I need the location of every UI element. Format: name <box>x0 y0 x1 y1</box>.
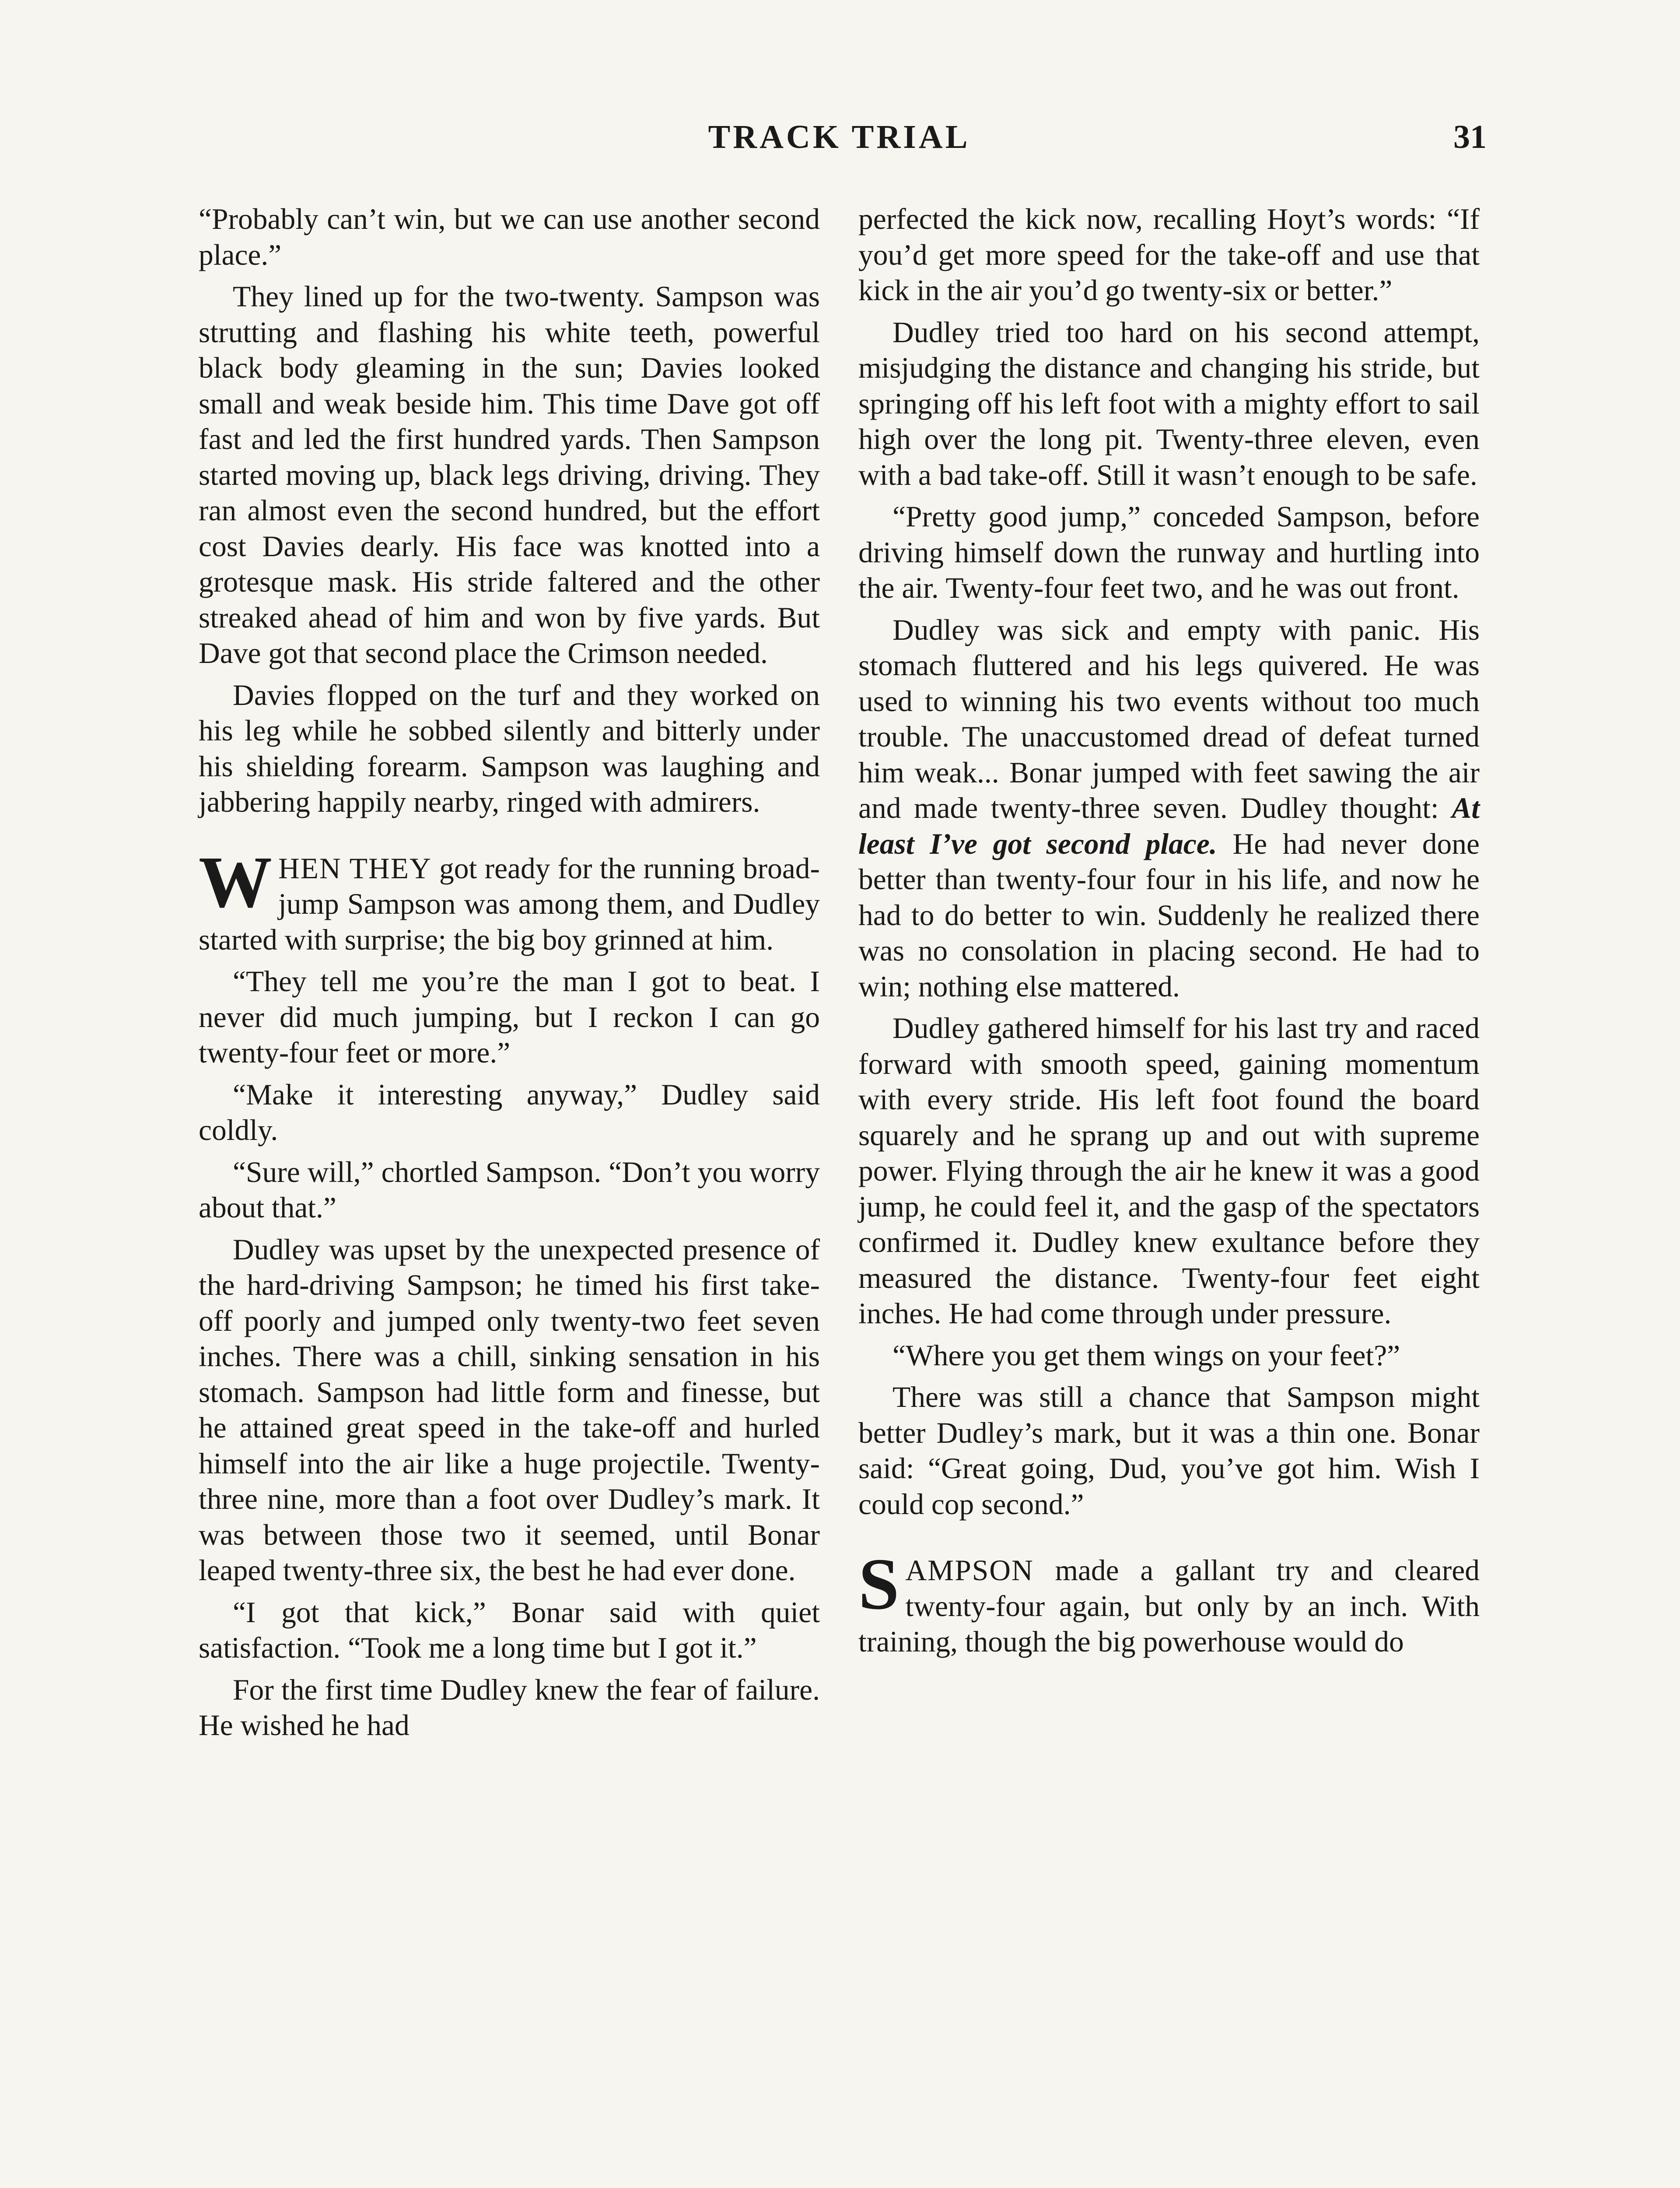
paragraph: “Pretty good jump,” conceded Sampson, before driving himself down the runway and hurtling into the air. Twenty-four feet two, and he was out front. <box>858 500 1480 604</box>
running-head: TRACK TRIAL <box>708 119 970 155</box>
section-opening-paragraph <box>199 841 820 958</box>
paragraph: “Make it interesting anyway,” Dudley said coldly. <box>199 1078 820 1147</box>
paragraph: Dudley was upset by the unexpected presence of the hard-driving Sampson; he timed his first take-off poorly and jumped only twenty-two feet seven inches. There was a chill, sinking sensation in his stomach. Sampson had little form and finesse, but he attained great speed in the take-off and hurled himself into the air like a huge projectile. Twenty-three nine, more than a foot over Dudley’s mark. It was between those two it seemed, until Bonar leaped twenty-three six, the best he had ever done. <box>199 1233 820 1587</box>
paragraph: They lined up for the two-twenty. Sampson was strutting and flashing his white teeth, powerful black body gleaming in the sun; Davies looked small and weak beside him. This time Dave got off fast and led the first hundred yards. Then Sampson started moving up, black legs driving, driving. They ran almost even the second hundred, but the effort cost Davies dearly. His face was knotted into a grotesque mask. His stride faltered and the other streaked ahead of him and won by five yards. But Dave got that second place the Crimson needed. <box>199 280 820 670</box>
paragraph-text: Dudley was sick and empty with panic. His stomach fluttered and his legs quivered. He was used to winning his two events without too much trouble. The unaccustomed dread of defeat turned him weak... Bonar jumped with feet sawing the air and made twenty-three seven. Dudley thought: <box>858 613 1480 824</box>
left-column <box>199 201 820 1750</box>
paragraph <box>858 612 1480 1005</box>
section-opening-paragraph <box>858 1543 1480 1660</box>
lead-in: HEN THEY <box>278 852 432 885</box>
paragraph: Davies flopped on the turf and they worked on his leg while he sobbed silently and bitterly under his shielding forearm. Sampson was laughing and jabbering happily nearby, ringed with admirers. <box>199 678 820 818</box>
paragraph-text: got ready for the running broad-jump Sampson was among them, and Dudley started with surprise; the big boy grinned at him. <box>199 852 820 956</box>
page-number: 31 <box>1453 119 1487 155</box>
paragraph: Dudley gathered himself for his last try and raced forward with smooth speed, gaining momentum with every stride. His left foot found the board squarely and he sprang up and out with supreme power. Flying through the air he knew it was a good jump, he could feel it, and the gasp of the spectators confirmed it. Dudley knew exultance before they measured the distance. Twenty-four feet eight inches. He had come through under pressure. <box>858 1012 1480 1330</box>
paragraph-text: made a gallant try and cleared twenty-four again, but only by an inch. With training, though the big powerhouse would do <box>858 1554 1480 1658</box>
paragraph: “They tell me you’re the man I got to beat. I never did much jumping, but I reckon I can go twenty-four feet or more.” <box>199 965 820 1069</box>
paragraph: There was still a chance that Sampson might better Dudley’s mark, but it was a thin one. Bonar said: “Great going, Dud, you’ve got him. Wish I could cop second.” <box>858 1381 1480 1521</box>
paragraph: For the first time Dudley knew the fear of failure. He wished he had <box>199 1673 820 1742</box>
paragraph: “Sure will,” chortled Sampson. “Don’t you worry about that.” <box>199 1155 820 1224</box>
drop-cap: W <box>199 841 272 923</box>
italic-thought: At least I’ve got second place. <box>858 792 1480 860</box>
paragraph: “I got that kick,” Bonar said with quiet satisfaction. “Took me a long time but I got it.” <box>199 1595 820 1664</box>
paragraph: Dudley tried too hard on his second attempt, misjudging the distance and changing his stride, but springing off his left foot with a mighty effort to sail high over the long pit. Twenty-three eleven, even with a bad take-off. Still it wasn’t enough to be safe. <box>858 316 1480 491</box>
paragraph-text: He had never done better than twenty-four four in his life, and now he had to do better to win. Suddenly he realized there was no consolation in placing second. He had to win; nothing else mattered. <box>858 827 1480 1003</box>
paragraph: “Where you get them wings on your feet?” <box>892 1339 1400 1372</box>
paragraph: “Probably can’t win, but we can use another second place.” <box>199 203 820 271</box>
paragraph: perfected the kick now, recalling Hoyt’s words: “If you’d get more speed for the take-off and use that kick in the air you’d go twenty-six or better.” <box>858 203 1480 307</box>
page-header <box>199 118 1487 166</box>
drop-cap: S <box>858 1543 900 1625</box>
lead-in: AMPSON <box>905 1554 1034 1587</box>
right-column <box>858 201 1480 1666</box>
